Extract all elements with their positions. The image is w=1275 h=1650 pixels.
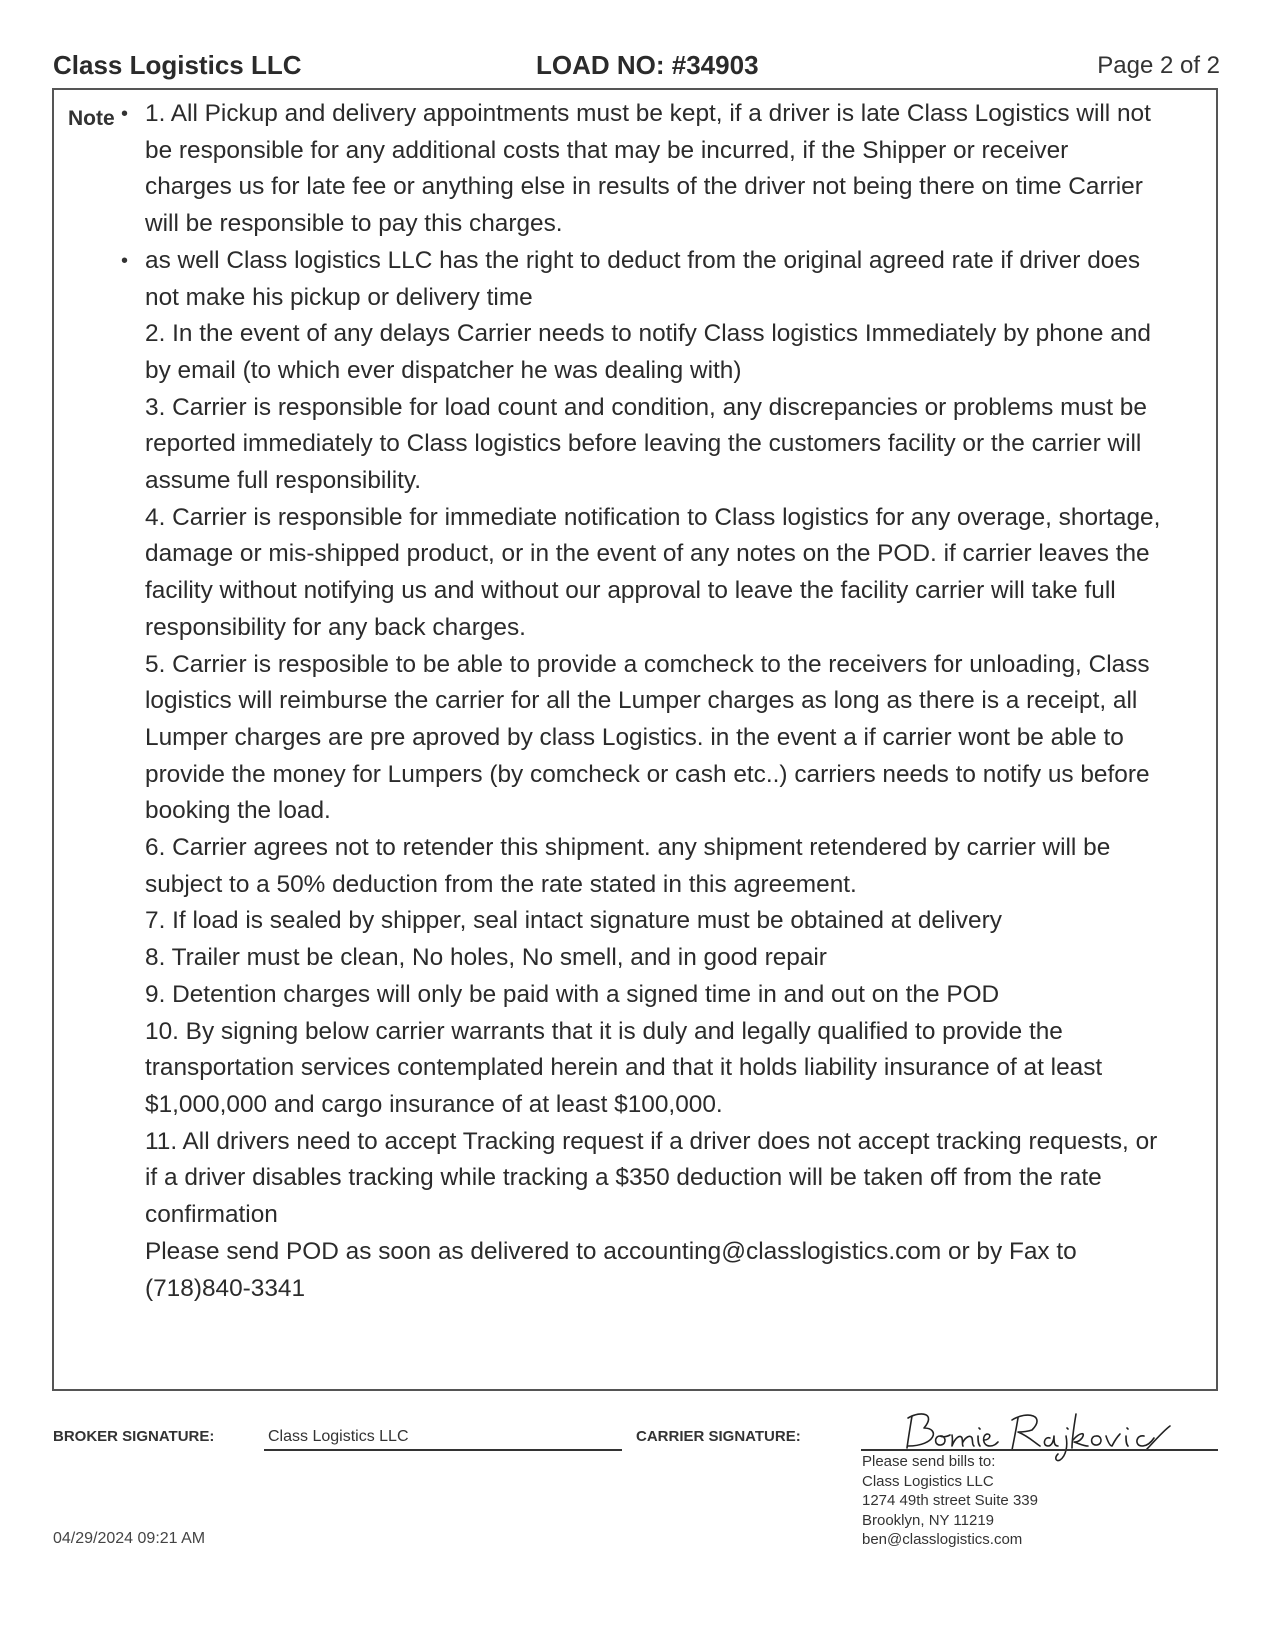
broker-signature-line [264,1449,622,1451]
note-label: Note [68,107,115,130]
carrier-signature-line [861,1449,1218,1451]
note-line: charges us for late fee or anything else in results of the driver not being there on time Carrier [145,173,1143,201]
note-line: Lumper charges are pre aproved by class Logistics. in the event a if carrier wont be able to [145,723,1124,751]
note-line: be responsible for any additional costs that may be incurred, if the Shipper or receiver [145,136,1069,164]
page-indicator: Page 2 of 2 [1097,52,1220,79]
note-line: (718)840-3341 [145,1274,306,1302]
bullet-icon: • [121,103,129,125]
note-line: subject to a 50% deduction from the rate stated in this agreement. [145,870,857,898]
note-line: logistics will reimburse the carrier for all the Lumper charges as long as there is a receipt, all [145,687,1138,715]
note-line: 1. All Pickup and delivery appointments must be kept, if a driver is late Class Logistics will not [145,100,1151,127]
note-line: $1,000,000 and cargo insurance of at least $100,000. [145,1090,723,1118]
note-line: 2. In the event of any delays Carrier needs to notify Class logistics Immediately by phone and [145,320,1151,348]
note-line: damage or mis-shipped product, or in the event of any notes on the POD. if carrier leaves the [145,540,1150,568]
bill-to-city: Brooklyn, NY 11219 [862,1511,995,1529]
note-item [121,243,1213,1307]
company-name: Class Logistics LLC [53,50,302,80]
broker-signature-label: BROKER SIGNATURE: [53,1428,215,1445]
note-line: facility without notifying us and without our approval to leave the facility carrier will take full [145,577,1116,605]
note-line: not make his pickup or delivery time [145,283,533,311]
note-line: reported immediately to Class logistics before leaving the customers facility or the carrier will [145,430,1142,458]
note-line: assume full responsibility. [145,467,422,495]
bill-to-company: Class Logistics LLC [862,1472,994,1490]
note-line: 4. Carrier is responsible for immediate notification to Class logistics for any overage, shortage, [145,503,1161,531]
note-line: 8. Trailer must be clean, No holes, No smell, and in good repair [145,944,827,972]
note-item [121,96,1213,243]
note-line: 6. Carrier agrees not to retender this shipment. any shipment retendered by carrier will be [145,834,1111,862]
notes-list [121,96,1213,1307]
note-line: transportation services contemplated herein and that it holds liability insurance of at least [145,1054,1103,1082]
note-line: 10. By signing below carrier warrants that it is duly and legally qualified to provide the [145,1017,1063,1045]
load-number: LOAD NO: #34903 [536,50,759,80]
note-line: provide the money for Lumpers (by comcheck or cash etc..) carriers needs to notify us before [145,760,1150,788]
note-line: responsibility for any back charges. [145,613,526,641]
bullet-icon: • [121,249,129,272]
note-line: 5. Carrier is resposible to be able to provide a comcheck to the receivers for unloading, Class [145,650,1150,678]
note-line: 11. All drivers need to accept Tracking request if a driver does not accept tracking requests, or [145,1127,1158,1155]
note-line: as well Class logistics LLC has the right to deduct from the original agreed rate if driver does [145,246,1141,274]
note-line: will be responsible to pay this charges. [145,210,563,238]
note-line: 3. Carrier is responsible for load count and condition, any discrepancies or problems must be [145,393,1147,421]
note-line: booking the load. [145,797,331,825]
note-line: 7. If load is sealed by shipper, seal intact signature must be obtained at delivery [145,907,1002,935]
note-line: by email (to which ever dispatcher he was dealing with) [145,356,742,384]
note-line: Please send POD as soon as delivered to accounting@classlogistics.com or by Fax to [145,1237,1077,1265]
bill-to-heading: Please send bills to: [862,1453,996,1470]
bill-to-block [862,1452,1038,1550]
note-line: 9. Detention charges will only be paid with a signed time in and out on the POD [145,980,1000,1008]
broker-signature-value: Class Logistics LLC [268,1428,409,1445]
carrier-signature-label: CARRIER SIGNATURE: [636,1428,801,1445]
note-line: confirmation [145,1201,278,1229]
notes-box [52,88,1218,1391]
bill-to-email: ben@classlogistics.com [862,1531,1023,1548]
note-line: if a driver disables tracking while tracking a $350 deduction will be taken off from the rate [145,1164,1102,1192]
date-stamp: 04/29/2024 09:21 AM [53,1530,206,1547]
bill-to-street: 1274 49th street Suite 339 [862,1492,1038,1509]
